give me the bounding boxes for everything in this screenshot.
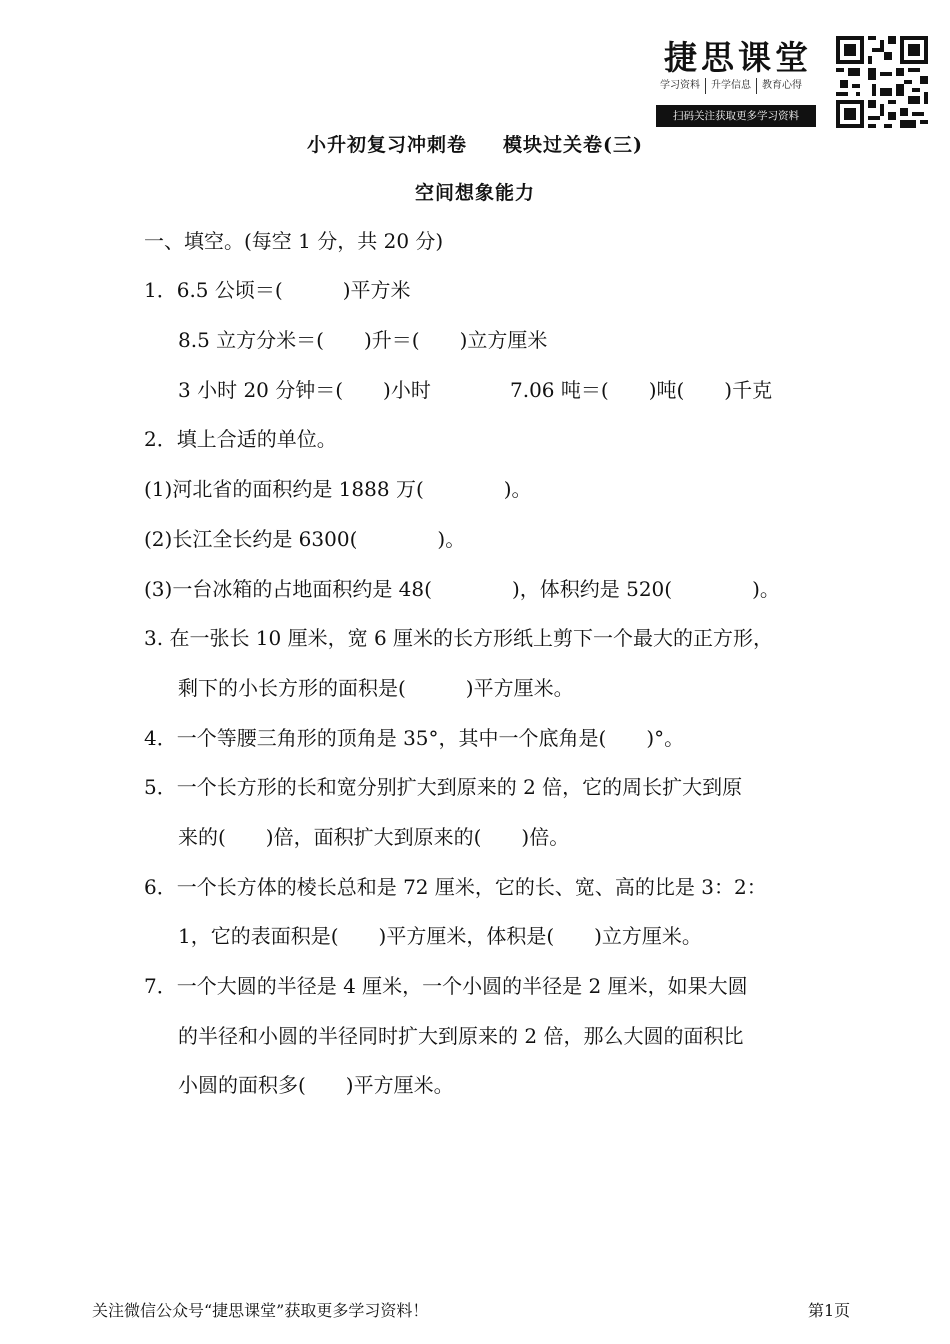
question-2-item-2: (2)长江全长约是 6300( )。 <box>144 527 466 551</box>
question-2-heading: 2．填上合适的单位。 <box>144 427 337 451</box>
logo-tag: 教育心得 <box>756 78 807 94</box>
question-5-line-2: 来的( )倍，面积扩大到原来的( )倍。 <box>178 825 570 849</box>
question-1-line-3a: 3 小时 20 分钟＝( )小时 <box>178 378 431 402</box>
page-number: 第1页 <box>808 1301 851 1320</box>
question-1-line-2: 8.5 立方分米＝( )升＝( )立方厘米 <box>178 328 548 352</box>
logo-tags <box>654 78 818 94</box>
page-title <box>0 130 950 157</box>
logo-tag: 学习资料 <box>660 80 700 91</box>
qr-code-icon[interactable] <box>836 36 928 128</box>
section-heading: 一、填空。(每空 1 分，共 20 分) <box>144 229 444 253</box>
question-1-line-3b: 7.06 吨＝( )吨( )千克 <box>510 378 773 402</box>
question-3-line-2: 剩下的小长方形的面积是( )平方厘米。 <box>178 676 574 700</box>
question-7-line-2: 的半径和小圆的半径同时扩大到原来的 2 倍，那么大圆的面积比 <box>178 1024 744 1048</box>
brand-logo <box>652 30 818 130</box>
page-subtitle: 空间想象能力 <box>414 182 535 204</box>
title-right: 模块过关卷(三) <box>503 134 643 156</box>
question-4: 4．一个等腰三角形的顶角是 35°，其中一个底角是( )°。 <box>144 726 685 750</box>
footer-note: 关注微信公众号“捷思课堂”获取更多学习资料！ <box>92 1301 429 1320</box>
logo-title: 捷思课堂 <box>664 38 812 77</box>
logo-tag: 升学信息 <box>705 78 756 94</box>
question-7-line-3: 小圆的面积多( )平方厘米。 <box>178 1073 454 1097</box>
question-2-item-3: (3)一台冰箱的占地面积约是 48( )，体积约是 520( )。 <box>144 577 780 601</box>
title-left: 小升初复习冲刺卷 <box>307 134 468 156</box>
question-1-line-1: 1．6.5 公顷＝( )平方米 <box>144 278 411 302</box>
question-5-line-1: 5．一个长方形的长和宽分别扩大到原来的 2 倍，它的周长扩大到原 <box>144 775 743 799</box>
question-2-item-1: (1)河北省的面积约是 1888 万( )。 <box>144 477 532 501</box>
question-3-line-1: 3. 在一张长 10 厘米，宽 6 厘米的长方形纸上剪下一个最大的正方形， <box>144 626 774 650</box>
question-6-line-2: 1，它的表面积是( )平方厘米，体积是( )立方厘米。 <box>178 924 702 948</box>
question-6-line-1: 6．一个长方体的棱长总和是 72 厘米，它的长、宽、高的比是 3：2： <box>144 875 767 899</box>
question-7-line-1: 7．一个大圆的半径是 4 厘米，一个小圆的半径是 2 厘米，如果大圆 <box>144 974 748 998</box>
logo-banner: 扫码关注获取更多学习资料 <box>656 105 816 127</box>
